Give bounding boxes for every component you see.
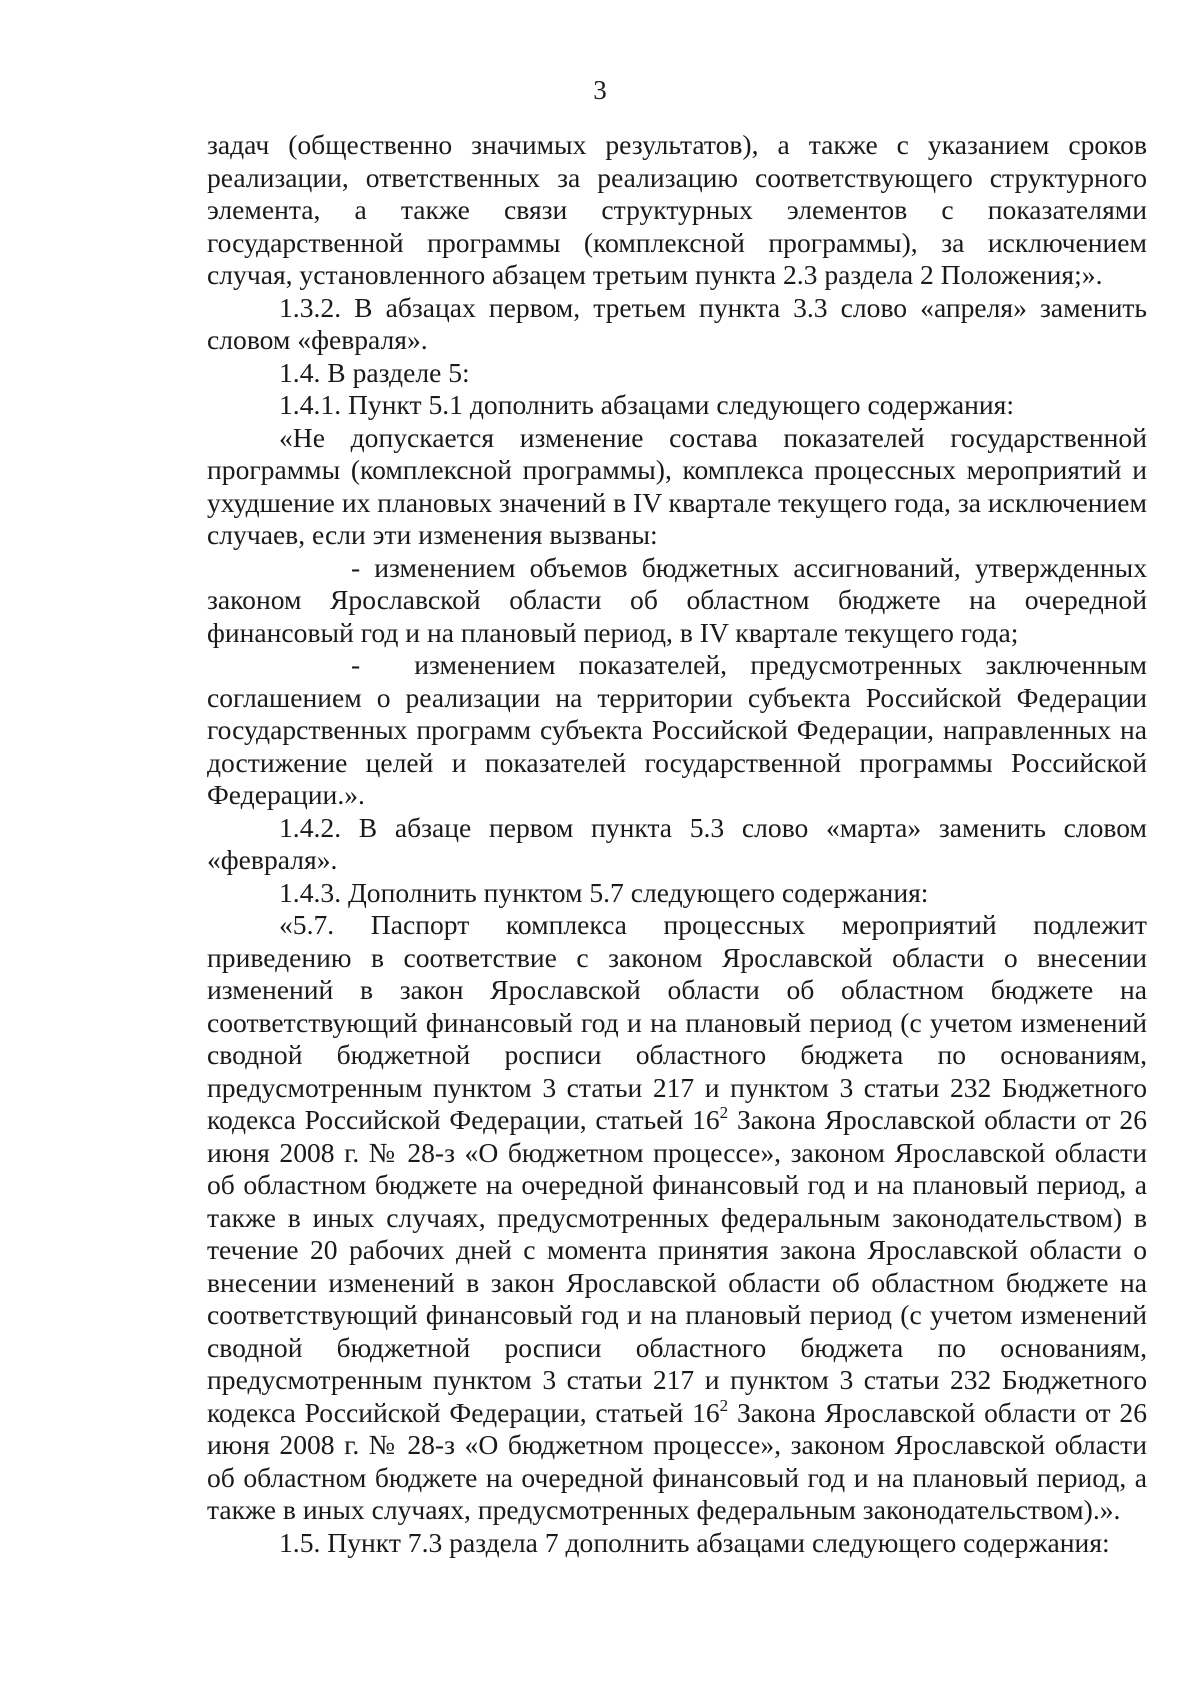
list-dash: - <box>351 551 361 583</box>
paragraph-quote-5-7 <box>207 909 1147 1527</box>
page-number: 3 <box>593 75 607 105</box>
paragraph-1-4-3: 1.4.3. Дополнить пунктом 5.7 следующего содержания: <box>279 876 929 908</box>
paragraph-1-4-2: 1.4.2. В абзаце первом пункта 5.3 слово «марта» заменить словом «февраля». <box>207 811 1147 875</box>
list-dash: - <box>351 649 361 680</box>
paragraph-segment: Закона Ярославской области от 26 июня 2008 г. № 28-з «О бюджетном процессе», законом Ярославской области об областном бюджете на очередной финансовый год и на плановый период, а также в иных случаях, предусмотренных федеральным законодательством) в течение 20 рабочих дней с момента принятия закона Ярославской области о внесении изменений в закон Ярославской области об областном бюджете на соответствующий финансовый год и на плановый период (с учетом изменений сводной бюджетной росписи областного бюджета по основаниям, предусмотренным пунктом 3 статьи 217 и пунктом 3 статьи 232 Бюджетного кодекса Российской Федерации, статьей 16 <box>207 1104 1147 1428</box>
paragraph-segment: Закона Ярославской области от 26 июня 2008 г. № 28-з «О бюджетном процессе», законом Ярославской области об областном бюджете на очередной финансовый год и на плановый период, а также в иных случаях, предусмотренных федеральным законодательством).». <box>207 1396 1147 1525</box>
superscript: 2 <box>719 1395 729 1415</box>
list-item-budget-changes <box>207 552 1147 650</box>
list-item-text: изменением показателей, предусмотренных заключенным соглашением о реализации на территории субъекта Российской Федерации государственных программ субъекта Российской Федерации, направленных на достижение целей и показателей государственной программы Российской Федерации.». <box>207 649 1147 810</box>
list-item-indicator-changes <box>207 649 1147 812</box>
list-item-text: изменением объемов бюджетных ассигнований, утвержденных законом Ярославской области об областном бюджете на очередной финансовый год и на плановый период, в IV квартале текущего года; <box>207 551 1147 648</box>
paragraph-continuation: задач (общественно значимых результатов), а также с указанием сроков реализации, ответственных за реализацию соответствующего структурного элемента, а также связи структурных элементов с показателями государственной программы (комплексной программы), за исключением случая, установленного абзацем третьим пункта 2.3 раздела 2 Положения;». <box>207 129 1147 290</box>
paragraph-1-5: 1.5. Пункт 7.3 раздела 7 дополнить абзацами следующего содержания: <box>279 1526 1110 1558</box>
document-body <box>207 129 1147 1559</box>
paragraph-1-3-2: 1.3.2. В абзацах первом, третьем пункта 3.3 слово «апреля» заменить словом «февраля». <box>207 291 1147 355</box>
paragraph-1-4-1: 1.4.1. Пункт 5.1 дополнить абзацами следующего содержания: <box>279 389 1015 420</box>
paragraph-1-4: 1.4. В разделе 5: <box>279 356 470 388</box>
superscript: 2 <box>719 1103 729 1122</box>
paragraph-quote-not-allowed: «Не допускается изменение состава показателей государственной программы (комплексной программы), комплекса процессных мероприятий и ухудшение их плановых значений в IV квартале текущего года, за исключением случаев, если эти изменения вызваны: <box>207 421 1147 550</box>
paragraph-segment: «5.7. Паспорт комплекса процессных мероприятий подлежит приведению в соответствие с законом Ярославской области о внесении изменений в закон Ярославской области об областном бюджете на соответствующий финансовый год и на плановый период (с учетом изменений сводной бюджетной росписи областного бюджета по основаниям, предусмотренным пунктом 3 статьи 217 и пунктом 3 статьи 232 Бюджетного кодекса Российской Федерации, статьей 16 <box>207 909 1147 1135</box>
